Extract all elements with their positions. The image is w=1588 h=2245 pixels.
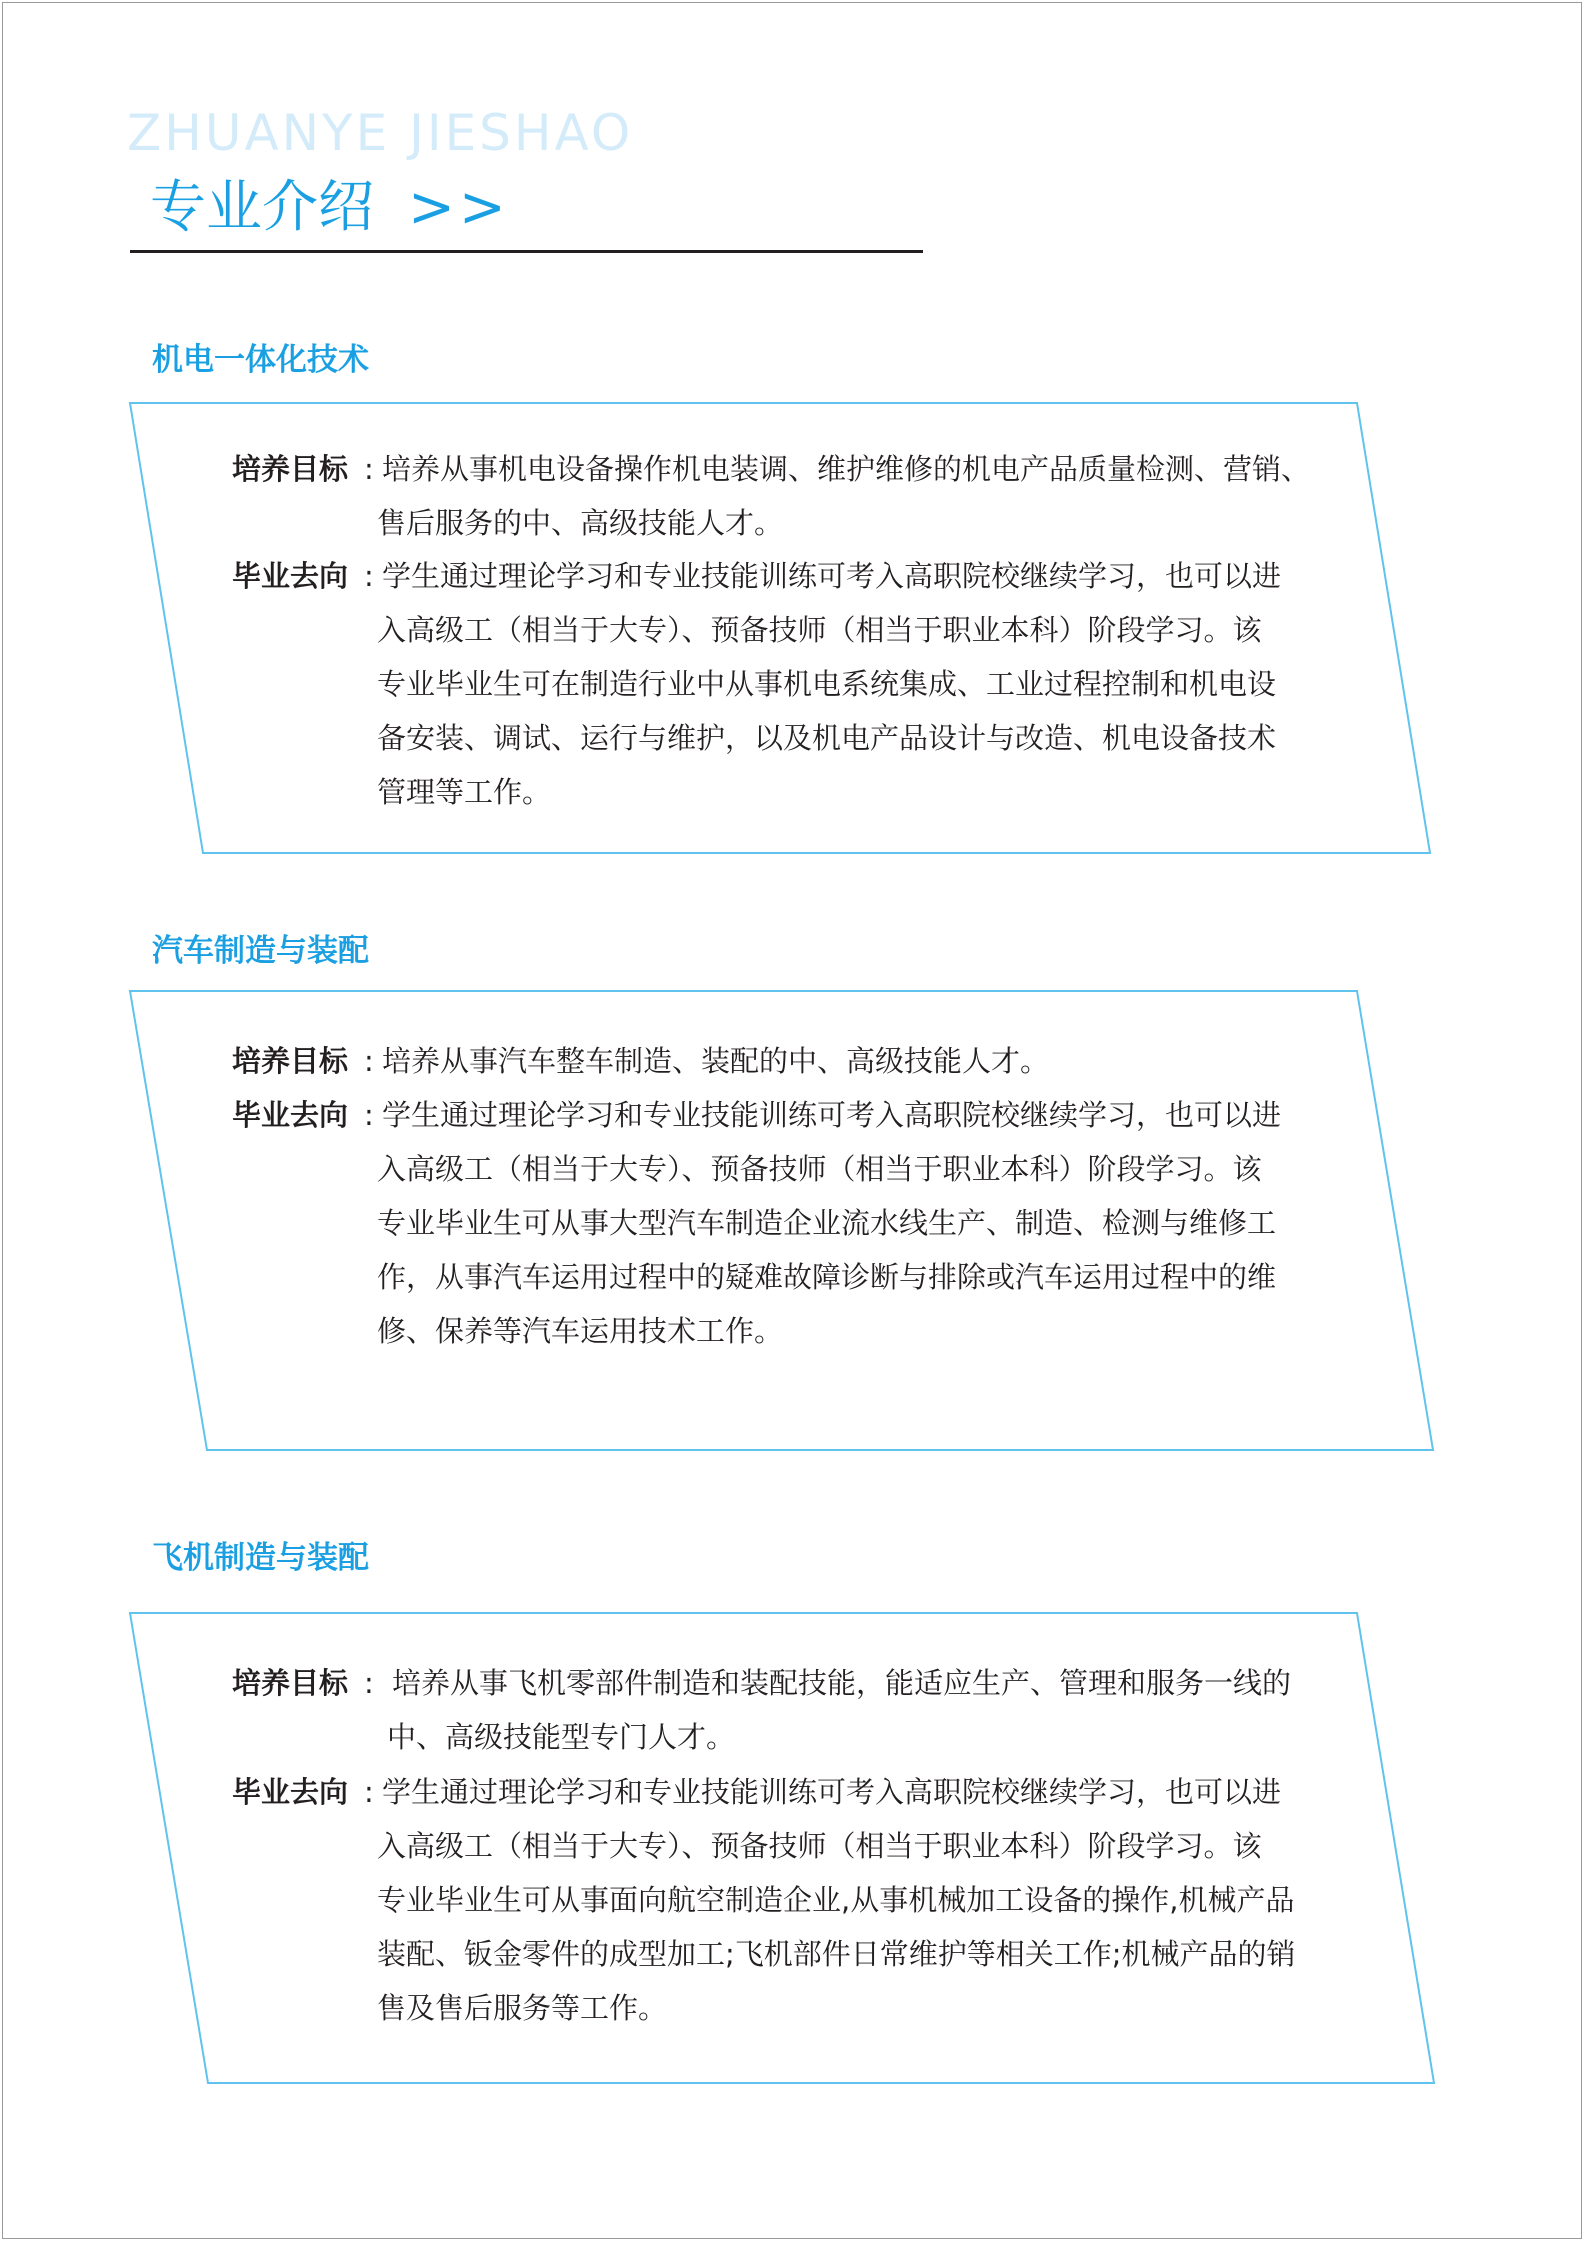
destination-line: 专业毕业生可在制造行业中从事机电系统集成、工业过程控制和机电设 — [377, 667, 1277, 701]
destination-line: 学生通过理论学习和专业技能训练可考入高职院校继续学习，也可以进 — [382, 1098, 1282, 1132]
goal-label: 培养目标 — [232, 1666, 349, 1700]
destination-line: 管理等工作。 — [377, 775, 552, 809]
section-heading-aircraft: 飞机制造与装配 — [152, 1540, 369, 1576]
goal-line: 售后服务的中、高级技能人才。 — [377, 506, 784, 540]
goal-line: 中、高级技能型专门人才。 — [387, 1720, 736, 1754]
destination-line: 修、保养等汽车运用技术工作。 — [377, 1314, 784, 1348]
destination-line: 入高级工（相当于大专）、预备技师（相当于职业本科）阶段学习。该 — [377, 1829, 1262, 1863]
section-heading-automotive: 汽车制造与装配 — [152, 933, 369, 969]
english-title: ZHUANYE JIESHAO — [127, 104, 634, 162]
destination-label: 毕业去向 — [232, 1098, 349, 1132]
goal-line: 培养从事机电设备操作机电装调、维护维修的机电产品质量检测、营销、 — [382, 452, 1311, 486]
title-arrows: >> — [408, 175, 510, 240]
page-title-text: 专业介绍 — [150, 175, 374, 240]
destination-line: 作，从事汽车运用过程中的疑难故障诊断与排除或汽车运用过程中的维 — [377, 1260, 1277, 1294]
destination-label: 毕业去向 — [232, 1775, 349, 1809]
destination-line: 售及售后服务等工作。 — [377, 1991, 668, 2025]
goal-line: 培养从事汽车整车制造、装配的中、高级技能人才。 — [382, 1044, 1050, 1078]
goal-line: 培养从事飞机零部件制造和装配技能，能适应生产、管理和服务一线的 — [392, 1666, 1292, 1700]
destination-line: 专业毕业生可从事大型汽车制造企业流水线生产、制造、检测与维修工 — [377, 1206, 1277, 1240]
destination-row-aircraft: 毕业去向 : 学生通过理论学习和专业技能训练可考入高职院校继续学习，也可以进 入高级工（相当于大专）、预备技师（相当于职业本科）阶段学习。该 专业毕业生可从事面向航空制造企业,从事机械加工设备的操作,机械产品 装配、钣金零件的成型加工;飞机部件日常维护等相关工作;机械产品的销 售及售后服务等工作。 — [232, 1765, 1362, 2035]
destination-line: 备安装、调试、运行与维护，以及机电产品设计与改造、机电设备技术 — [377, 721, 1277, 755]
goal-label: 培养目标 — [232, 452, 349, 486]
destination-line: 专业毕业生可从事面向航空制造企业,从事机械加工设备的操作,机械产品 — [377, 1883, 1295, 1917]
destination-line: 入高级工（相当于大专）、预备技师（相当于职业本科）阶段学习。该 — [377, 613, 1262, 647]
destination-line: 入高级工（相当于大专）、预备技师（相当于职业本科）阶段学习。该 — [377, 1152, 1262, 1186]
destination-line: 学生通过理论学习和专业技能训练可考入高职院校继续学习，也可以进 — [382, 1775, 1282, 1809]
goal-row-mechatronics: 培养目标 : 培养从事机电设备操作机电装调、维护维修的机电产品质量检测、营销、 售后服务的中、高级技能人才。 — [232, 442, 1362, 552]
destination-row-mechatronics: 毕业去向 : 学生通过理论学习和专业技能训练可考入高职院校继续学习，也可以进 入高级工（相当于大专）、预备技师（相当于职业本科）阶段学习。该 专业毕业生可在制造行业中从事机电系统集成、工业过程控制和机电设 备安装、调试、运行与维护，以及机电产品设计与改造、机电设备技术 管理等工作。 — [232, 549, 1362, 819]
destination-label: 毕业去向 — [232, 559, 349, 593]
goal-row-aircraft: 培养目标 : 培养从事飞机零部件制造和装配技能，能适应生产、管理和服务一线的 中、高级技能型专门人才。 — [232, 1656, 1362, 1766]
destination-line: 装配、钣金零件的成型加工;飞机部件日常维护等相关工作;机械产品的销 — [377, 1937, 1296, 1971]
goal-row-automotive: 培养目标 : 培养从事汽车整车制造、装配的中、高级技能人才。 — [232, 1034, 1362, 1090]
destination-row-automotive: 毕业去向 : 学生通过理论学习和专业技能训练可考入高职院校继续学习，也可以进 入高级工（相当于大专）、预备技师（相当于职业本科）阶段学习。该 专业毕业生可从事大型汽车制造企业流水线生产、制造、检测与维修工 作，从事汽车运用过程中的疑难故障诊断与排除或汽车运用过程中的维 修、保养等汽车运用技术工作。 — [232, 1088, 1362, 1358]
section-heading-mechatronics: 机电一体化技术 — [152, 342, 369, 378]
destination-line: 学生通过理论学习和专业技能训练可考入高职院校继续学习，也可以进 — [382, 559, 1282, 593]
goal-label: 培养目标 — [232, 1044, 349, 1078]
